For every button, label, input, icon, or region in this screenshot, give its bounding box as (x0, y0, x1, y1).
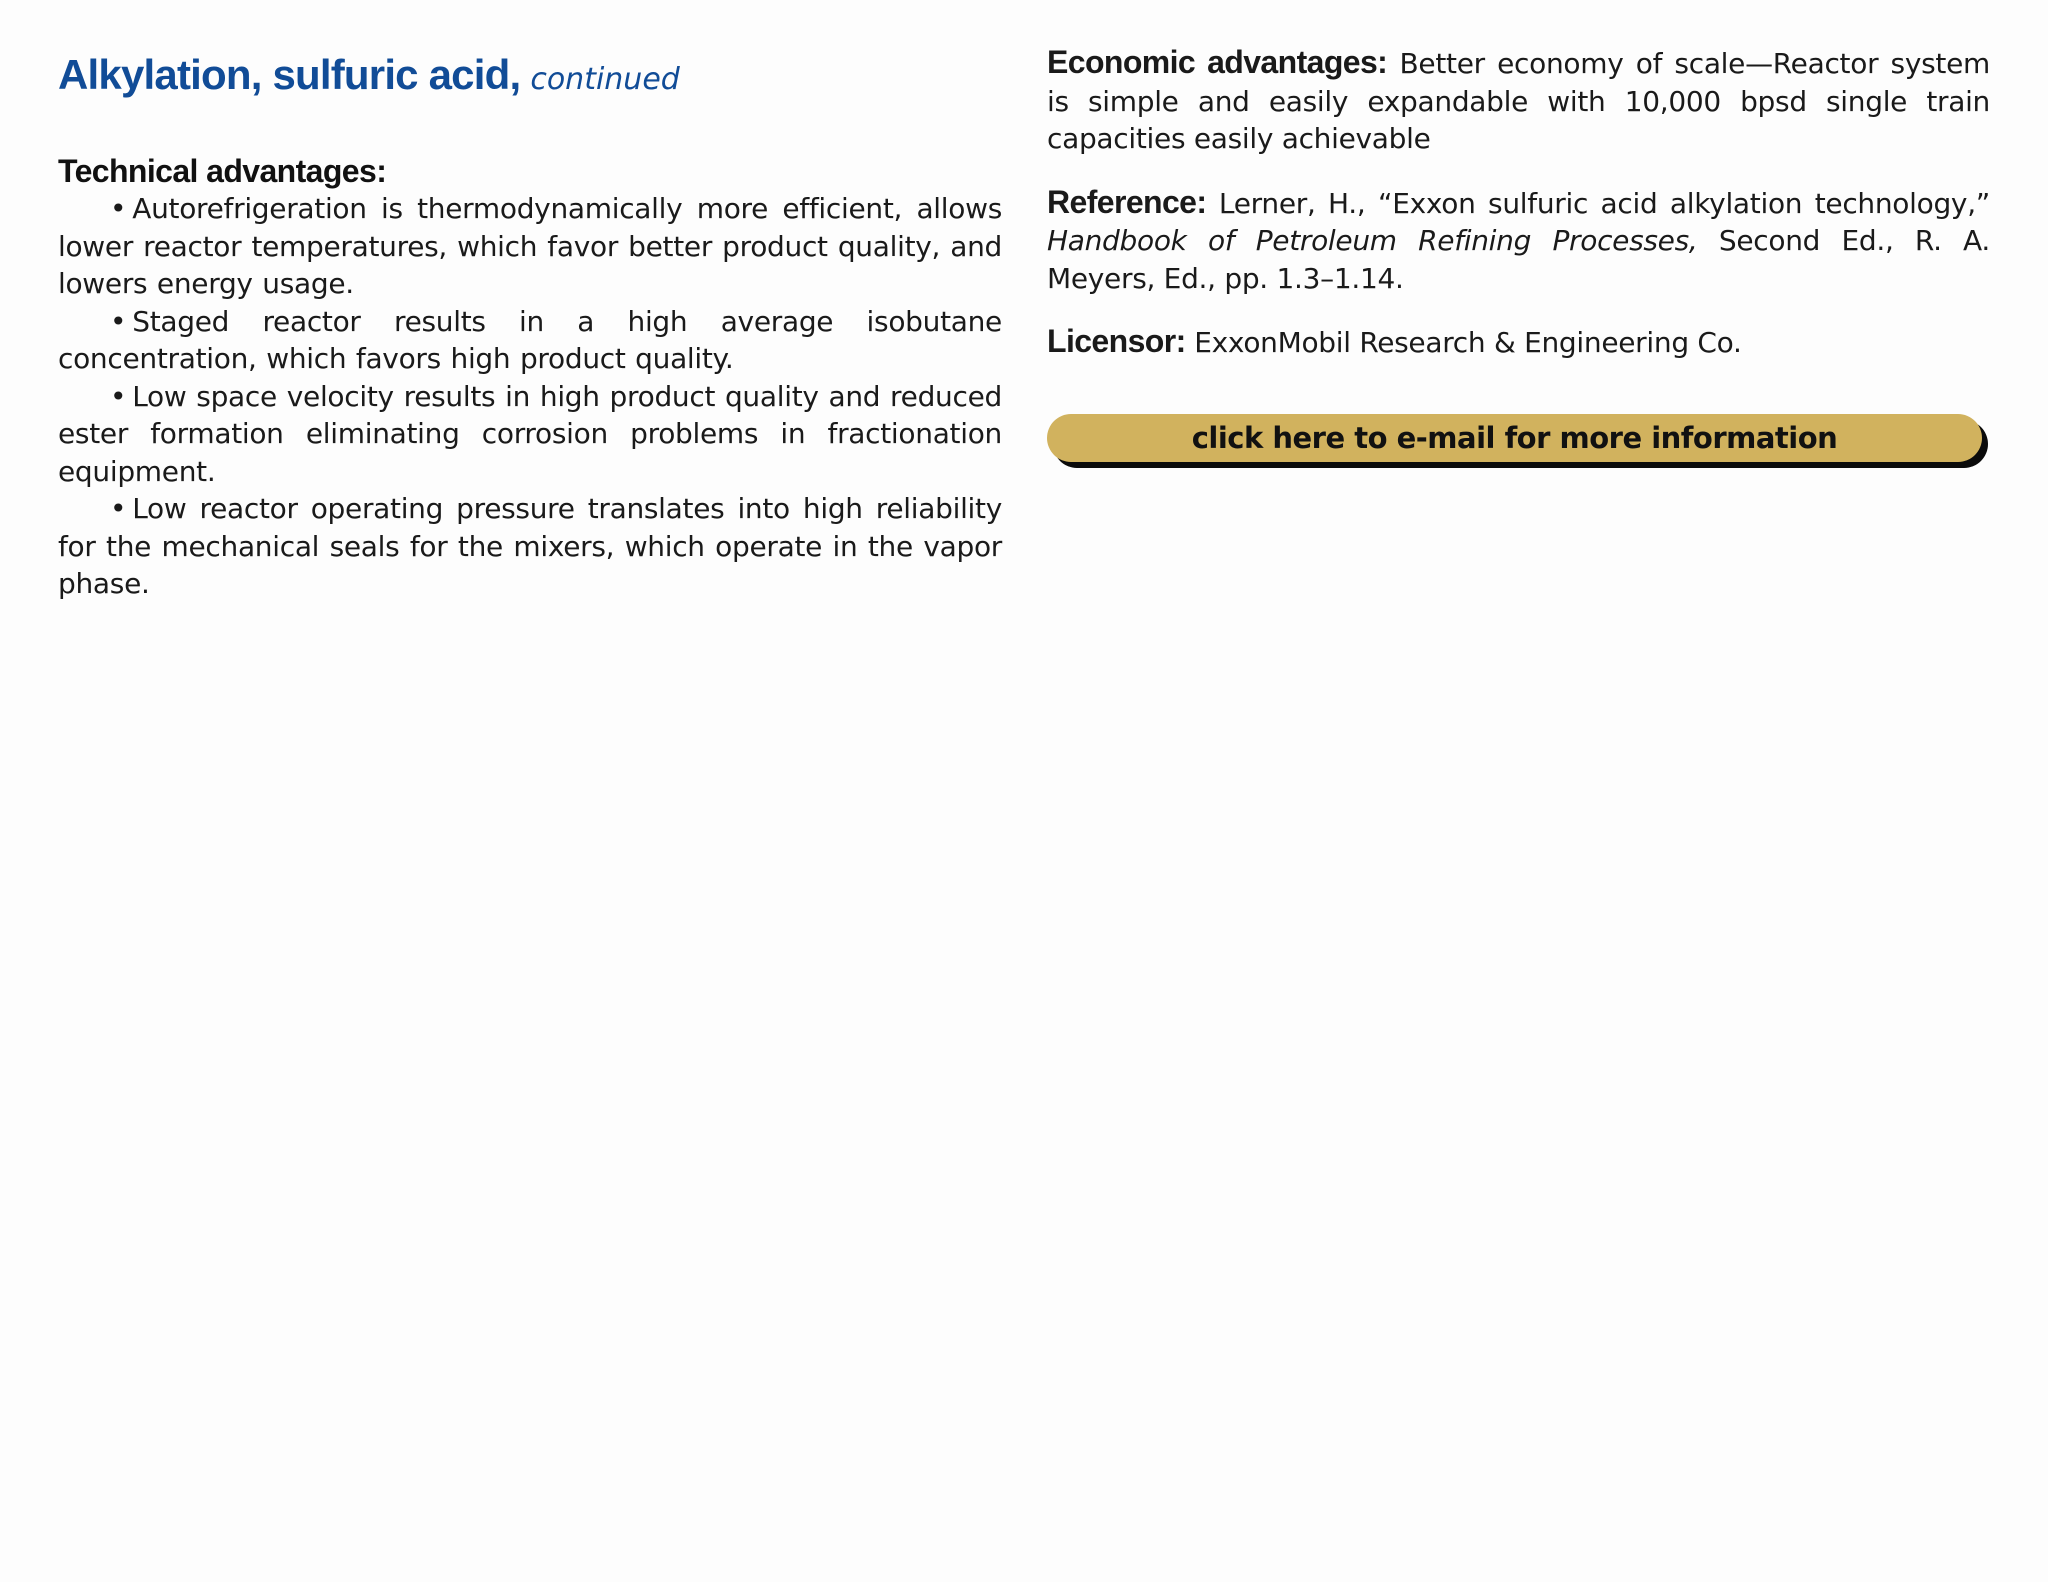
right-column (1047, 44, 1990, 470)
technical-advantages-list (58, 190, 1002, 603)
economic-advantages-text: Better economy of scale—Reactor system is simple and easily expandable with 10,000 bpsd single train capacities easily achievable (1047, 47, 1990, 155)
title-continued: continued (530, 62, 680, 97)
bullet-text: Low space velocity results in high product quality and reduced ester formation eliminating corrosion problems in fractionation equipment. (58, 379, 1002, 488)
title-text: Alkylation, sulfuric acid, (58, 51, 521, 98)
list-item (58, 303, 1002, 378)
bullet-icon: • (110, 379, 127, 413)
left-column (58, 44, 1002, 603)
licensor-heading: Licensor: (1047, 323, 1186, 359)
economic-advantages-heading: Economic advantages: (1047, 44, 1388, 80)
list-item (58, 190, 1002, 303)
economic-advantages-paragraph (1047, 44, 1990, 158)
reference-heading: Reference: (1047, 183, 1207, 220)
bullet-icon: • (110, 492, 127, 525)
email-button-label: click here to e-mail for more information (1191, 420, 1838, 455)
page-title (58, 44, 1002, 115)
bullet-text: Autorefrigeration is thermodynamically more efficient, allows lower reactor temperatures, which favor better product quality, and lowers energy usage. (58, 192, 1002, 300)
bullet-icon: • (110, 192, 127, 225)
reference-paragraph (1047, 184, 1990, 298)
list-item (58, 490, 1002, 603)
licensor-text: ExxonMobil Research & Engineering Co. (1194, 326, 1742, 359)
email-info-button[interactable] (1047, 414, 1982, 462)
email-button-wrapper (1047, 414, 1990, 470)
list-item (58, 378, 1002, 491)
reference-text-after: Second Ed., R. A. Meyers, Ed., pp. 1.3–1.14. (1047, 224, 1990, 295)
technical-advantages-heading: Technical advantages: (58, 153, 387, 189)
reference-book-title: Handbook of Petroleum Refining Processes, (1047, 224, 1698, 257)
bullet-text: Staged reactor results in a high average isobutane concentration, which favors high product quality. (58, 304, 1002, 375)
reference-text-before: Lerner, H., “Exxon sulfuric acid alkylation technology,” (1218, 186, 1990, 220)
bullet-text: Low reactor operating pressure translates into high reliability for the mechanical seals for the mixers, which operate in the vapor phase. (58, 492, 1002, 600)
bullet-icon: • (110, 304, 127, 338)
licensor-paragraph (1047, 323, 1990, 362)
